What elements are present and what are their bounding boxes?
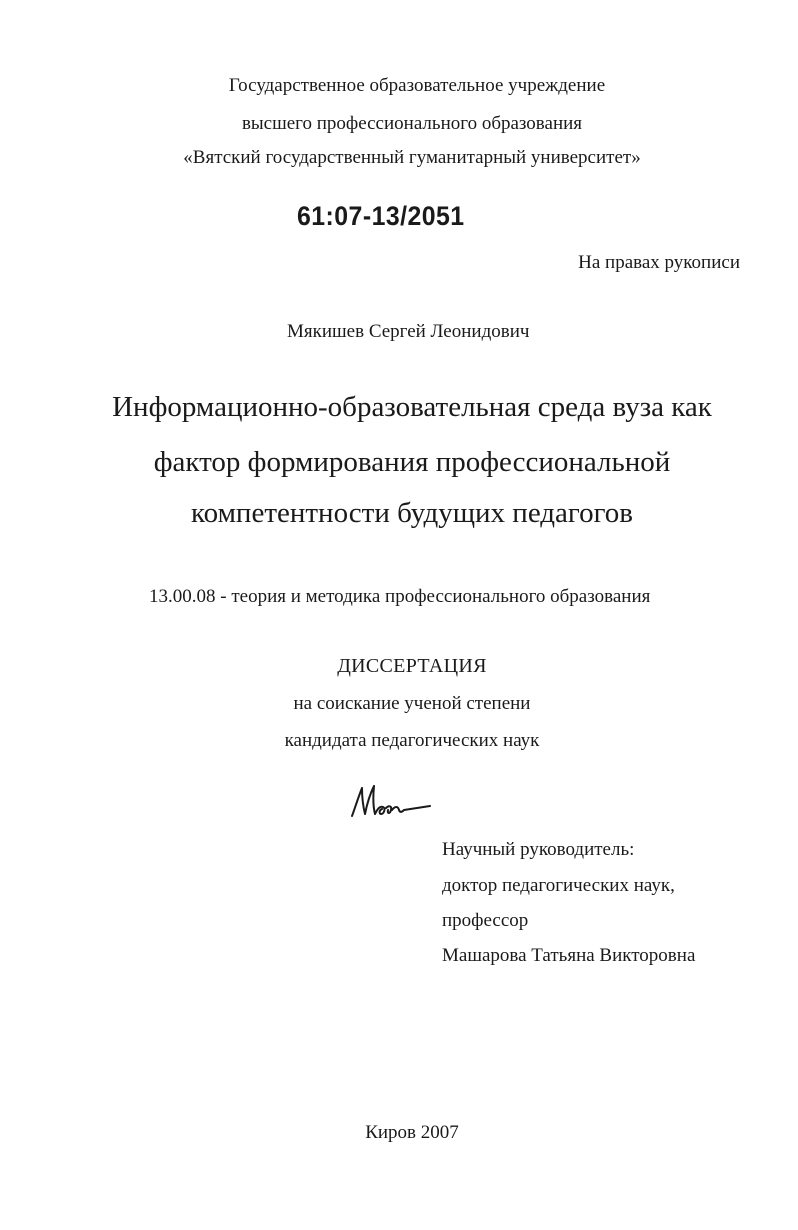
institution-line-1: Государственное образовательное учреждение <box>228 75 606 96</box>
city-year: Киров 2007 <box>365 1122 459 1143</box>
institution-line-2: высшего профессионального образования <box>241 113 583 134</box>
specialty-code: 13.00.08 - теория и методика профессионального образования <box>149 586 651 607</box>
thesis-title-line-2: фактор формирования профессиональной <box>153 446 671 478</box>
degree-line-1: на соискание ученой степени <box>293 693 531 714</box>
degree-line-2: кандидата педагогических наук <box>284 730 540 751</box>
document-type: ДИССЕРТАЦИЯ <box>337 655 487 677</box>
advisor-label: Научный руководитель: <box>442 839 635 860</box>
thesis-title-line-3: компетентности будущих педагогов <box>191 497 633 529</box>
manuscript-rights-note: На правах рукописи <box>578 252 740 273</box>
advisor-name: Машарова Татьяна Викторовна <box>442 945 696 966</box>
handwritten-signature <box>346 780 436 822</box>
thesis-title-line-1: Информационно-образовательная среда вуза как <box>112 391 712 423</box>
advisor-rank: профессор <box>442 910 529 931</box>
author-name: Мякишев Сергей Леонидович <box>287 321 530 342</box>
advisor-degree: доктор педагогических наук, <box>442 875 675 896</box>
library-code-stamp: 61:07-13/2051 <box>297 201 465 231</box>
institution-line-3: «Вятский государственный гуманитарный университет» <box>183 147 641 168</box>
